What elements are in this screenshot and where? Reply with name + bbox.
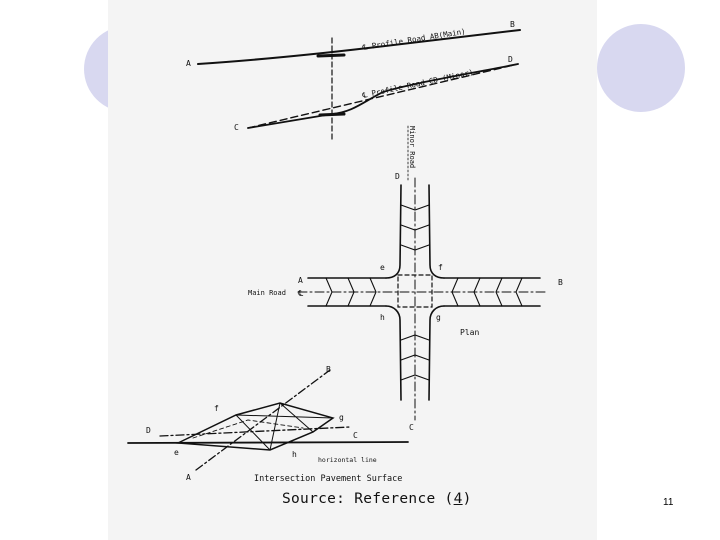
surface-point-e: e	[174, 448, 179, 457]
plan-main-road-label: Main Road	[248, 289, 286, 297]
source-prefix: Source: Reference (	[282, 491, 454, 507]
profile-point-d: D	[508, 55, 513, 64]
surface-point-f: f	[214, 404, 219, 413]
plan-point-f: f	[438, 263, 443, 272]
plan-label: Plan	[460, 328, 480, 337]
profile-minor-road-label: ℄ Profile Road CD (Minor)	[361, 67, 475, 100]
plan-point-d: D	[395, 172, 400, 181]
plan-point-g: g	[436, 313, 441, 322]
surface-point-h: h	[292, 450, 297, 459]
profile-point-b: B	[510, 20, 515, 29]
profile-point-c: C	[234, 123, 239, 132]
intersection-diagram	[108, 0, 597, 540]
plan-point-c: C	[409, 423, 414, 432]
profile-main-road-label: ℄ Profile Road AB(Main)	[361, 26, 467, 52]
decorative-circle-right	[597, 24, 685, 112]
source-citation	[282, 491, 472, 507]
surface-road-ab	[196, 370, 330, 470]
plan-minor-road-label: Minor Road	[408, 126, 416, 169]
profile-main-road-line	[198, 30, 520, 64]
source-reference-number: 4	[453, 491, 463, 507]
surface-point-g: g	[339, 413, 344, 422]
plan-point-e: e	[380, 263, 385, 272]
surface-point-c: C	[353, 431, 358, 440]
surface-title: Intersection Pavement Surface	[254, 474, 403, 484]
plan-point-h: h	[380, 313, 385, 322]
surface-point-b: B	[326, 365, 331, 374]
profile-minor-road-dashed	[248, 64, 518, 128]
surface-point-a: A	[186, 473, 191, 482]
scanned-figure	[108, 0, 597, 540]
source-suffix: )	[462, 491, 472, 507]
surface-horizontal-line	[128, 442, 408, 443]
plan-point-a: A	[298, 276, 303, 285]
page-number: 11	[663, 497, 674, 508]
plan-centerline-symbol: ℄	[298, 289, 304, 298]
plan-point-b: B	[558, 278, 563, 287]
surface-horizontal-label: horizontal line	[318, 456, 377, 464]
surface-point-d: D	[146, 426, 151, 435]
profile-point-a: A	[186, 59, 191, 68]
